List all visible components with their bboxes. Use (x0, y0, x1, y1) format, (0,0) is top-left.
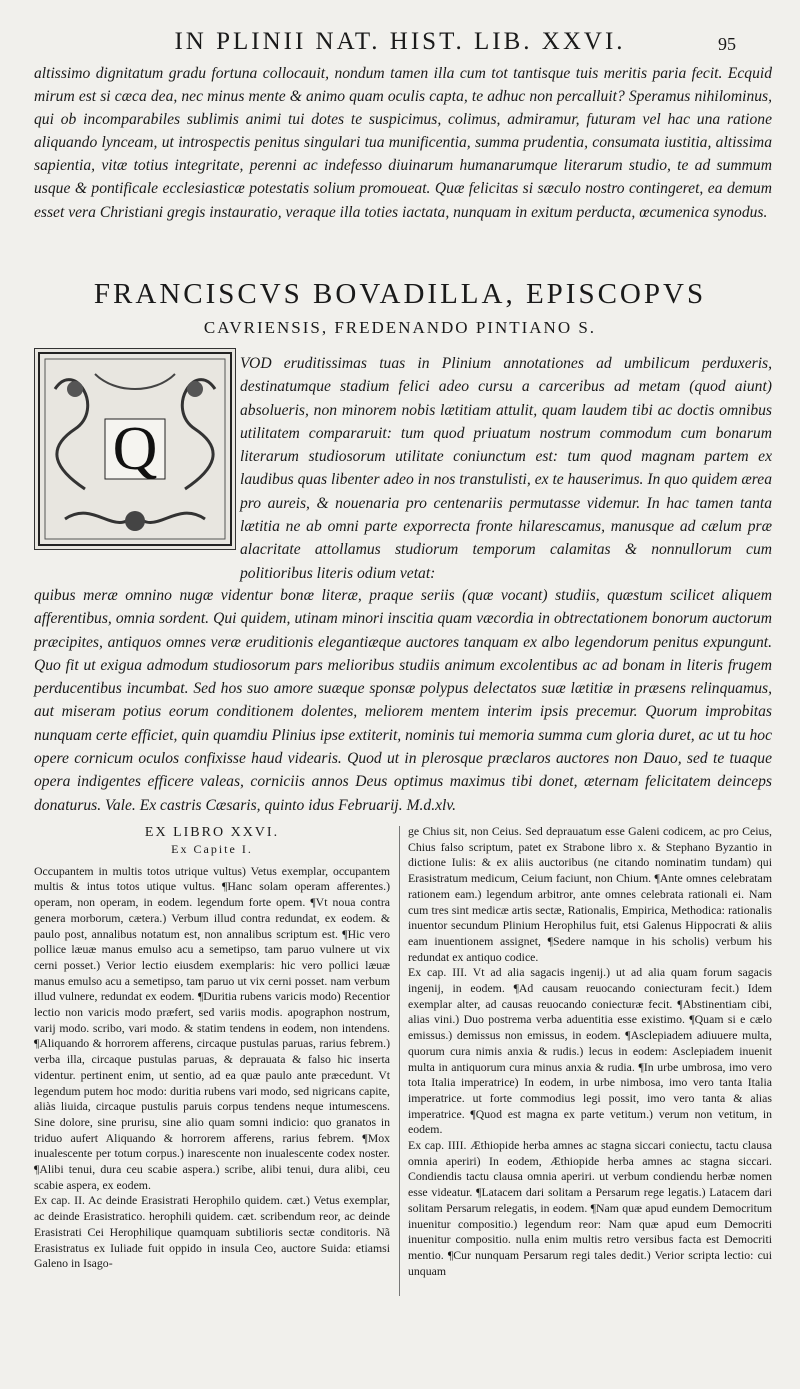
page-number: 95 (718, 34, 736, 54)
letter-title: FRANCISCVS BOVADILLA, EPISCOPVS (93, 278, 707, 310)
letter-subtitle: CAVRIENSIS, FREDENANDO PINTIANO S. (203, 318, 597, 337)
column-heading: EX LIBRO XXVI. (144, 825, 280, 840)
commentary-paragraph: Ex cap. III. Vt ad alia sagacis ingenij.) ut ad alia quam forum sagacis ingenij, in eodem. ¶Ad causam reuocando coniecturam fecit.) Idem exemplar alter, ad causas reuocando coniecturæ fecit. ¶Abstinentiam cibi, alias vini.) Duo postrema verba aduentitia esse existimo. ¶Quam si e cælo emissus.) demissus non emissus, in eodem. ¶Asclepiadem adiuuere multa, quorum cura nimis anxia & rudis.) lecus in eodem: Asclepiadem inuenit multa in antiquorum cura minus anxia & rudia. ¶In urbe umbrosa, imo vero tota Italia imperatrice) In eodem, in urbe nimbosa, imo vero tanta Italia imperatrice. ut forte commodius legi possit, imo vero tanta & alias imperatrice. ¶Quod est magna ex parte vetitum.) verum non vetitum, in eodem. (408, 965, 772, 1137)
commentary-paragraph: Occupantem in multis totos utrique vultus) Vetus exemplar, occupantem multis & intus totos utique vultus. ¶Hanc solam operam afferentes.) operam, non operam, in eodem. legendum forte opem. ¶Vt noua contra genera morborum, cætera.) Verbum illud contra redundat, ex eodem. & paulo post, annalibus notatum est, non annalibus scriptum est. ¶Hic vero pollice læuæ manus emulso acu a semetipso, tam paruo vulnere ut vix cerni posset.) Verior lectio eiusdem exemplaris: hic vero pollici læuæ manus emulso acu a semetipso, tam paruo ut vix cerni posset. nam verbum illud vulnere, redundat ex eodem. ¶Duritia rubens varicis modo) Recentior lectio non varicis modo præfert, sed variis modis. apographon nostrum, varij modo. scribo, vari modo. & statim tendens in eodem, non intendens. ¶Aliquando & horrorem afferens, circaque pustulas paruas, rarius febrem.) verba illa, circaque pustulas paruas, & deprauata & falso hic inserta videntur. pertinent enim, ut sentio, ad ea quæ paulo ante præcedunt. Vt legendum putem hoc modo: duritia rubens vari modo, sed nigricans capite, aliàs liuida, circaque pustulis paruis corpus tendens neque intumescens. Sine dolore, sine prurisu, sine alio quam somni indicio: quo granatos in triduo aufert Aliquando & horrorem afferens, rarius febrem. ¶Mox inualescente per totum corpus.) inarescente non inualescente codex noster. ¶Alibi tenui, dura ceu scabie aspera.) scribe, alibi tenui, dura alibi, ceu scabie aspera, ex eodem. (34, 863, 390, 1192)
letter-body: quibus meræ omnino nugæ videntur bonæ literæ, praque seriis (quæ vocant) studiis, quæstum scilicet aliquem afferentibus, omnia sordent. Qui quidem, utinam minori inscitia quam væcordia in obtrectationem bonorum auctorum præcipites, antiquos omnes veræ eruditionis elegantiæque auctores tanquam ex albo legendorum penitus expungunt. Quo fit ut exigua admodum studiosorum pars melioribus studiis animum excolentibus ac ad bonam in literis frugem perducentibus incumbat. Sed hos suo amore suæque sponsæ polypus delectatos suæ lætitiæ in præsens relinquamus, aut miseram potius eorum conditionem dolentes, meliorem mentem interim ipsis precemur. Quorum improbitas nunquam certe efficiet, quin quamdiu Plinius ipse extiterit, nominis tui memoria summa cum gloria duret, ac ut tu hoc opere cornicum oculos confixisse haud videaris. Quod ut in plerosque præclaros auctores non Dauo, sed te tuaque opera indigentes efficere valeas, corniciis annos Deus optimus maximus tibi donet, æternam felicitatem deinceps donaturus. Vale. Ex castris Cæsaris, quinto idus Februarij. M.d.xlv. (34, 587, 772, 814)
intro-paragraph: altissimo dignitatum gradu fortuna collocauit, nondum tamen illa cum tot tantisque tuis meritis paria fecit. Ecquid mirum est si cæca dea, nec minus mente & animo quam oculis capta, te adhuc non percalluit? Speramus nihilominus, qui ob incomparabiles sublimis animi tui dotes te suspicimus, colimus, admiramur, futuram vel hac una ratione aliquando lynceam, ut introspectis penitus singulari tua munificentia, summa prudentia, consumata iustitia, altissima sapientia, vitæ totius integritate, perenni ac indefesso diuinarum humanarumque literarum studio, te ad summum usque & pontificale ecclesiasticæ potestatis solium promoueat. Quæ felicitas si sæculo nostro contingeret, ea demum esset vera Christiani gregis instauratio, veraque illa toties iactata, nunquam in exitum perducta, œcumenica synodus. (34, 65, 772, 221)
column-subheading: Ex Capite I. (171, 842, 253, 856)
decorated-initial (34, 348, 236, 550)
initial-letter: Q (112, 415, 158, 483)
running-title: IN PLINII NAT. HIST. LIB. XXVI. (174, 28, 626, 55)
left-column (34, 824, 390, 1272)
commentary-paragraph: Ex cap. II. Ac deinde Erasistrati Herophilo quidem. cæt.) Vetus exemplar, ac deinde Erasistratico. herophili quidem. cæt. scribendum reor, ac deinde Erasistrati Cei Herophilique quamquam subtilioris sectæ conditoris. Nã Erasistratus ex Iuliade fuit oppido in insula Ceo, auctore Suida: etiamsi Galeno in Isago- (34, 1193, 390, 1271)
column-divider (399, 826, 400, 1296)
commentary-paragraph: Ex cap. IIII. Æthiopide herba amnes ac stagna siccari coniectu, tactu clausa omnia aperiri) In eodem, Æthiopide herba amnes ac stagna siccari. Condiendis tactu clausa omnia aperiri. ut verbum condiendu herbæ nomen esse videatur. ¶Latacem dari solitam a Persarum rege legatis.) Latacem dari solitam Persarum relegatis, in eodem. ¶Nam quæ apud eundem Democritum inuenitur compositio.) legendum reor: Nam quæ apud eum Democriti inuenitur compositio. nulla enim multis retro versibus facta est Democriti mentio. ¶Cur nunquam Persarum regi tales dedit.) Verior scripta lectio: cui unquam (408, 1138, 772, 1278)
right-column (408, 824, 772, 1279)
commentary-paragraph: ge Chius sit, non Ceius. Sed deprauatum esse Galeni codicem, ac pro Ceius, Chius falso scriptum, patet ex Strabone libro x. & Stephano Byzantio in dictione Iulis: & ex aliis auctoribus (ne citando nominatim tundam) qui Erasistratum medicum, Ceium faciunt, non Chium. ¶Ante omnes celebratam rationem eam.) legendum arbitror, ante omnes celebrata rationali ei. Nam cum tres sint medicæ artis sectæ, Rationalis, Empirica, Methodica: rationalis inuentor secundum Plinium Herophilus fuit, etsi Galenus Hippocrati & aliis eam inuentionem assignet, ¶Sedere namque in his scholis) verbum his redundat ex antiquo codice. (408, 824, 772, 964)
letter-body-beside-initial: VOD eruditissimas tuas in Plinium annotationes ad umbilicum perduxeris, destinatumque stadium felici adeo cursu a carceribus ad metam (quod aiunt) absolueris, non minorem nobis lætitiam attulit, quam laudem tibi ac doctis omnibus utilitatem compararuit: tum quod priuatum nostrum commodum cum bonarum literarum studiosorum utilitate coniunctum est: tum quod magnam partem ex laudibus quas libenter adeo in nos transtulisti, ex te hauserimus. In quo quidem ærea pro aureis, & nouenaria pro centenariis permutasse videmur. In hac tamen tanta lætitia ne ab omni parte exporrecta fronte hilarescamus, manusque ad cælum præ alacritate attollamus studiorum temporum calamitas & nonnullorum cum politioribus literis odium vetat: (240, 355, 772, 582)
